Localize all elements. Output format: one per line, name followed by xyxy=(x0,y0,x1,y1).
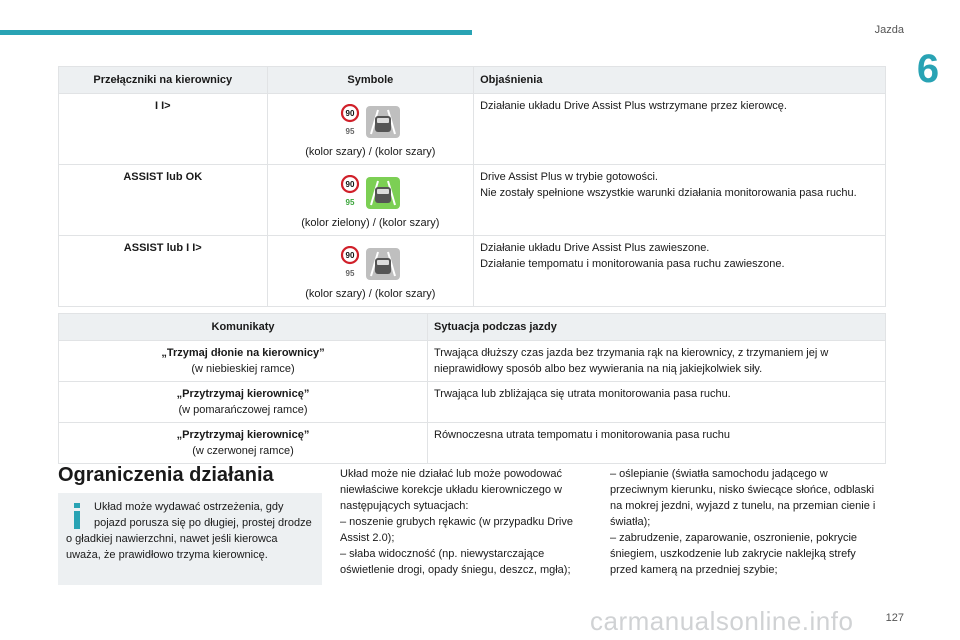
table-header-row xyxy=(59,67,886,94)
info-box xyxy=(58,493,322,585)
section-heading: Ograniczenia działania xyxy=(58,464,274,486)
table-header-row xyxy=(59,314,886,341)
message-frame: (w pomarańczowej ramce) xyxy=(178,404,308,416)
section-label: Jazda xyxy=(874,24,904,36)
header-messages: Komunikaty xyxy=(59,314,428,341)
situation-cell: Równoczesna utrata tempomatu i monitorowania pasa ruchu xyxy=(428,423,886,464)
table-row xyxy=(59,165,886,236)
page-number: 127 xyxy=(885,612,904,624)
message-text: „Przytrzymaj kierownicę” xyxy=(176,429,310,441)
speed-limit-value: 90 xyxy=(345,180,355,189)
explanation-line: Działanie tempomatu i monitorowania pasa ruchu zawieszone. xyxy=(480,258,785,270)
message-frame: (w czerwonej ramce) xyxy=(192,445,294,457)
chapter-number: 6 xyxy=(916,46,940,91)
car-window-icon xyxy=(377,118,389,123)
set-speed-value: 95 xyxy=(345,198,355,207)
message-cell xyxy=(59,382,428,423)
symbol-caption: (kolor zielony) / (kolor szary) xyxy=(301,217,440,229)
list-item: – zabrudzenie, zaparowanie, oszronienie, pokrycie śniegiem, uszkodzenie lub zakrycie naklejką strefy przed kamerą na przedniej szybie; xyxy=(610,532,858,576)
explanation-line: Działanie układu Drive Assist Plus wstrzymane przez kierowcę. xyxy=(480,100,787,112)
explanation-cell xyxy=(474,165,886,236)
watermark: carmanualsonline.info xyxy=(590,606,854,636)
situation-cell: Trwająca dłuższy czas jazda bez trzymania rąk na kierownicy, z trzymaniem jej w nieprawidłowy sposób albo bez wywierania na nią jakiejkolwiek siły. xyxy=(428,341,886,382)
message-text: „Trzymaj dłonie na kierownicy” xyxy=(161,347,325,359)
switch-cell: ASSIST lub I I> xyxy=(59,236,268,307)
explanation-cell xyxy=(474,236,886,307)
speed-limit-value: 90 xyxy=(345,251,355,260)
symbol-caption: (kolor szary) / (kolor szary) xyxy=(305,146,436,158)
set-speed-value: 95 xyxy=(345,269,355,278)
message-frame: (w niebieskiej ramce) xyxy=(191,363,295,375)
header-accent-bar xyxy=(0,30,472,35)
messages-table xyxy=(58,313,886,464)
explanation-line: Nie zostały spełnione wszystkie warunki działania monitorowania pasa ruchu. xyxy=(480,187,857,199)
table-row xyxy=(59,94,886,165)
symbol-cell xyxy=(267,94,474,165)
speed-limit-value: 90 xyxy=(345,109,355,118)
header-switches: Przełączniki na kierownicy xyxy=(59,67,268,94)
drive-assist-symbol-icon xyxy=(338,246,402,282)
set-speed-value: 95 xyxy=(345,127,355,136)
paragraph: Układ może nie działać lub może powodować niewłaściwe korekcje układu kierowniczego w następujących sytuacjach: xyxy=(340,468,562,512)
info-icon xyxy=(66,503,88,529)
table-row xyxy=(59,382,886,423)
message-cell xyxy=(59,341,428,382)
header-explanations: Objaśnienia xyxy=(474,67,886,94)
explanation-line: Drive Assist Plus w trybie gotowości. xyxy=(480,171,658,183)
switches-table xyxy=(58,66,886,307)
switch-cell: I I> xyxy=(59,94,268,165)
text-column-2 xyxy=(340,466,595,578)
table-row xyxy=(59,341,886,382)
list-item: – noszenie grubych rękawic (w przypadku Drive Assist 2.0); xyxy=(340,516,573,544)
header-situation: Sytuacja podczas jazdy xyxy=(428,314,886,341)
symbol-caption: (kolor szary) / (kolor szary) xyxy=(305,288,436,300)
table-row xyxy=(59,236,886,307)
header-symbols: Symbole xyxy=(267,67,474,94)
car-window-icon xyxy=(377,260,389,265)
list-item: – oślepianie (światła samochodu jadącego w przeciwnym kierunku, nisko świecące słońce, odblaski na mokrej jezdni, wyjazd z tunelu, na przemian cienie i światła); xyxy=(610,468,876,528)
symbol-cell xyxy=(267,165,474,236)
drive-assist-symbol-icon xyxy=(338,104,402,140)
explanation-line: Działanie układu Drive Assist Plus zawieszone. xyxy=(480,242,710,254)
switch-cell: ASSIST lub OK xyxy=(59,165,268,236)
list-item: – słaba widoczność (np. niewystarczające oświetlenie drogi, opady śniegu, deszcz, mgła); xyxy=(340,548,571,576)
message-text: „Przytrzymaj kierownicę” xyxy=(176,388,310,400)
symbol-cell xyxy=(267,236,474,307)
drive-assist-symbol-icon xyxy=(338,175,402,211)
info-text: Układ może wydawać ostrzeżenia, gdy pojazd porusza się po długiej, prostej drodze o gładkiej nawierzchni, nawet jeśli kierowca uważa, że prawidłowo trzyma kierownicę. xyxy=(66,501,312,561)
explanation-cell xyxy=(474,94,886,165)
situation-cell: Trwająca lub zbliżająca się utrata monitorowania pasa ruchu. xyxy=(428,382,886,423)
table-row xyxy=(59,423,886,464)
message-cell xyxy=(59,423,428,464)
car-window-icon xyxy=(377,189,389,194)
text-column-3 xyxy=(610,466,880,578)
